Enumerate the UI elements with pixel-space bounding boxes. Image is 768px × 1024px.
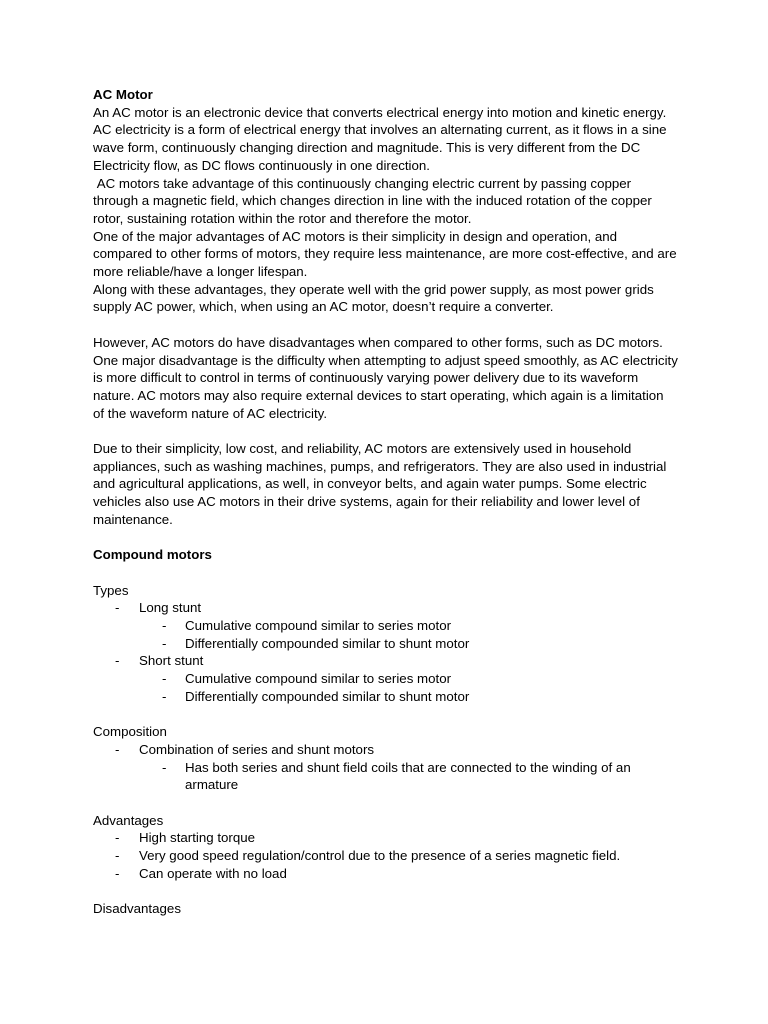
list-item-text: Combination of series and shunt motors	[139, 741, 375, 757]
list-item-text: Long stunt	[139, 600, 202, 616]
bullet-dash: -	[162, 688, 167, 704]
disadvantages-label: Disadvantages	[93, 901, 181, 917]
types-label: Types	[93, 582, 129, 598]
bullet-dash: -	[115, 653, 120, 669]
ac-paragraph-3: AC motors take advantage of this continuously changing electric current by passing copper through a magnetic field, which changes direction in line with the induced rotation of the copper rotor, sustaining rotation within the rotor and therefore the motor.	[93, 175, 656, 226]
ac-paragraph-6: However, AC motors do have disadvantages when compared to other forms, such as DC motors. One major disadvantage is the difficulty when attempting to adjust speed smoothly, as AC electricity is more difficult to control in terms of continuously varying power delivery due to its waveform nature. AC motors may also require external devices to start operating, which again is a limitation of the waveform nature of AC electricity.	[93, 334, 682, 421]
blank-line	[93, 706, 678, 724]
document-body	[93, 86, 682, 918]
list-subitem	[93, 759, 678, 794]
ac-paragraph-1: An AC motor is an electronic device that converts electrical energy into motion and kinetic energy.	[93, 104, 667, 120]
list-item-text: Differentially compounded similar to shunt motor	[185, 688, 470, 704]
bullet-dash: -	[162, 759, 167, 775]
list-item-text: High starting torque	[139, 830, 256, 846]
list-subitem	[93, 670, 678, 688]
composition-label: Composition	[93, 724, 167, 740]
list-item	[93, 741, 678, 759]
blank-line	[93, 316, 678, 334]
blank-line	[93, 422, 678, 440]
ac-motor-heading: AC Motor	[93, 87, 153, 102]
blank-line	[93, 794, 678, 812]
ac-paragraph-7: Due to their simplicity, low cost, and reliability, AC motors are extensively used in household appliances, such as washing machines, pumps, and refrigerators. They are also used in industrial and agricultural applications, as well, in conveyor belts, and again water pumps. Some electric vehicles also use AC motors in their drive systems, again for their reliability and lower level of maintenance.	[93, 441, 671, 527]
list-item-text: Differentially compounded similar to shunt motor	[185, 635, 470, 651]
list-item-long-stunt	[93, 599, 678, 617]
bullet-dash: -	[115, 741, 120, 757]
bullet-dash: -	[115, 865, 120, 881]
blank-line	[93, 564, 678, 582]
compound-motors-heading: Compound motors	[93, 547, 212, 563]
list-item-text: Very good speed regulation/control due to the presence of a series magnetic field.	[139, 848, 621, 864]
list-item	[93, 829, 678, 847]
ac-paragraph-2: AC electricity is a form of electrical energy that involves an alternating current, as it flows in a sine wave form, continuously changing direction and magnitude. This is very different from the DC Electricity flow, as DC flows continuously in one direction.	[93, 122, 671, 173]
list-item-short-stunt	[93, 652, 678, 670]
list-item	[93, 865, 678, 883]
bullet-dash: -	[162, 618, 167, 634]
list-item-text: Can operate with no load	[139, 865, 287, 881]
bullet-dash: -	[162, 635, 167, 651]
bullet-dash: -	[115, 848, 120, 864]
bullet-dash: -	[115, 830, 120, 846]
list-item-text: Has both series and shunt field coils that are connected to the winding of an armature	[185, 759, 631, 793]
blank-line	[93, 529, 678, 547]
blank-line	[93, 883, 678, 901]
ac-paragraph-4: One of the major advantages of AC motors is their simplicity in design and operation, and compared to other forms of motors, they require less maintenance, are more cost-effective, and are more reliable/have a longer lifespan.	[93, 228, 681, 280]
list-subitem	[93, 688, 678, 706]
advantages-label: Advantages	[93, 812, 164, 828]
list-subitem	[93, 617, 678, 635]
bullet-dash: -	[115, 600, 120, 616]
list-item-text: Cumulative compound similar to series motor	[185, 671, 452, 687]
list-item-text: Short stunt	[139, 653, 204, 669]
list-item-text: Cumulative compound similar to series motor	[185, 618, 452, 634]
ac-paragraph-5: Along with these advantages, they operate well with the grid power supply, as most power grids supply AC power, which, when using an AC motor, doesn’t require a converter.	[93, 281, 658, 315]
list-item	[93, 847, 678, 865]
bullet-dash: -	[162, 671, 167, 687]
list-subitem	[93, 635, 678, 653]
